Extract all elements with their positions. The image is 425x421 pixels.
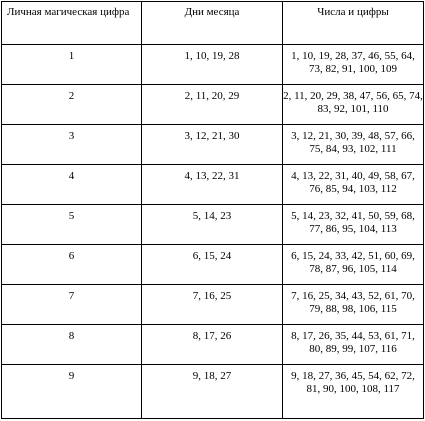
- header-days-of-month: Дни месяца: [142, 2, 283, 45]
- cell-personal-digit: 2: [2, 85, 142, 125]
- cell-days-of-month: 5, 14, 23: [142, 205, 283, 245]
- table-row: [2, 125, 424, 165]
- table-row: [2, 325, 424, 365]
- header-personal-digit: Личная магическая цифра: [2, 2, 142, 45]
- table-header-row: [2, 2, 424, 45]
- cell-days-of-month: 9, 18, 27: [142, 365, 283, 419]
- cell-personal-digit: 9: [2, 365, 142, 419]
- cell-days-of-month: 2, 11, 20, 29: [142, 85, 283, 125]
- table-row: [2, 365, 424, 419]
- cell-days-of-month: 6, 15, 24: [142, 245, 283, 285]
- cell-days-of-month: 1, 10, 19, 28: [142, 45, 283, 85]
- cell-numbers: 1, 10, 19, 28, 37, 46, 55, 64, 73, 82, 91, 100, 109: [283, 45, 424, 85]
- cell-numbers: 6, 15, 24, 33, 42, 51, 60, 69, 78, 87, 96, 105, 114: [283, 245, 424, 285]
- cell-numbers: 3, 12, 21, 30, 39, 48, 57, 66, 75, 84, 93, 102, 111: [283, 125, 424, 165]
- cell-personal-digit: 4: [2, 165, 142, 205]
- cell-numbers: 2, 11, 20, 29, 38, 47, 56, 65, 74, 83, 92, 101, 110: [283, 85, 424, 125]
- cell-numbers: 9, 18, 27, 36, 45, 54, 62, 72, 81, 90, 100, 108, 117: [283, 365, 424, 419]
- cell-personal-digit: 5: [2, 205, 142, 245]
- cell-days-of-month: 8, 17, 26: [142, 325, 283, 365]
- table-row: [2, 285, 424, 325]
- table-row: [2, 45, 424, 85]
- header-numbers-and-digits: Числа и цифры: [283, 2, 424, 45]
- table-row: [2, 85, 424, 125]
- cell-personal-digit: 1: [2, 45, 142, 85]
- cell-numbers: 8, 17, 26, 35, 44, 53, 61, 71, 80, 89, 99, 107, 116: [283, 325, 424, 365]
- cell-numbers: 4, 13, 22, 31, 40, 49, 58, 67, 76, 85, 94, 103, 112: [283, 165, 424, 205]
- table-row: [2, 245, 424, 285]
- cell-days-of-month: 7, 16, 25: [142, 285, 283, 325]
- table-row: [2, 205, 424, 245]
- cell-numbers: 5, 14, 23, 32, 41, 50, 59, 68, 77, 86, 95, 104, 113: [283, 205, 424, 245]
- magic-digits-table: [1, 1, 424, 419]
- cell-personal-digit: 7: [2, 285, 142, 325]
- cell-personal-digit: 3: [2, 125, 142, 165]
- cell-days-of-month: 4, 13, 22, 31: [142, 165, 283, 205]
- cell-personal-digit: 6: [2, 245, 142, 285]
- cell-personal-digit: 8: [2, 325, 142, 365]
- cell-days-of-month: 3, 12, 21, 30: [142, 125, 283, 165]
- cell-numbers: 7, 16, 25, 34, 43, 52, 61, 70, 79, 88, 98, 106, 115: [283, 285, 424, 325]
- table-row: [2, 165, 424, 205]
